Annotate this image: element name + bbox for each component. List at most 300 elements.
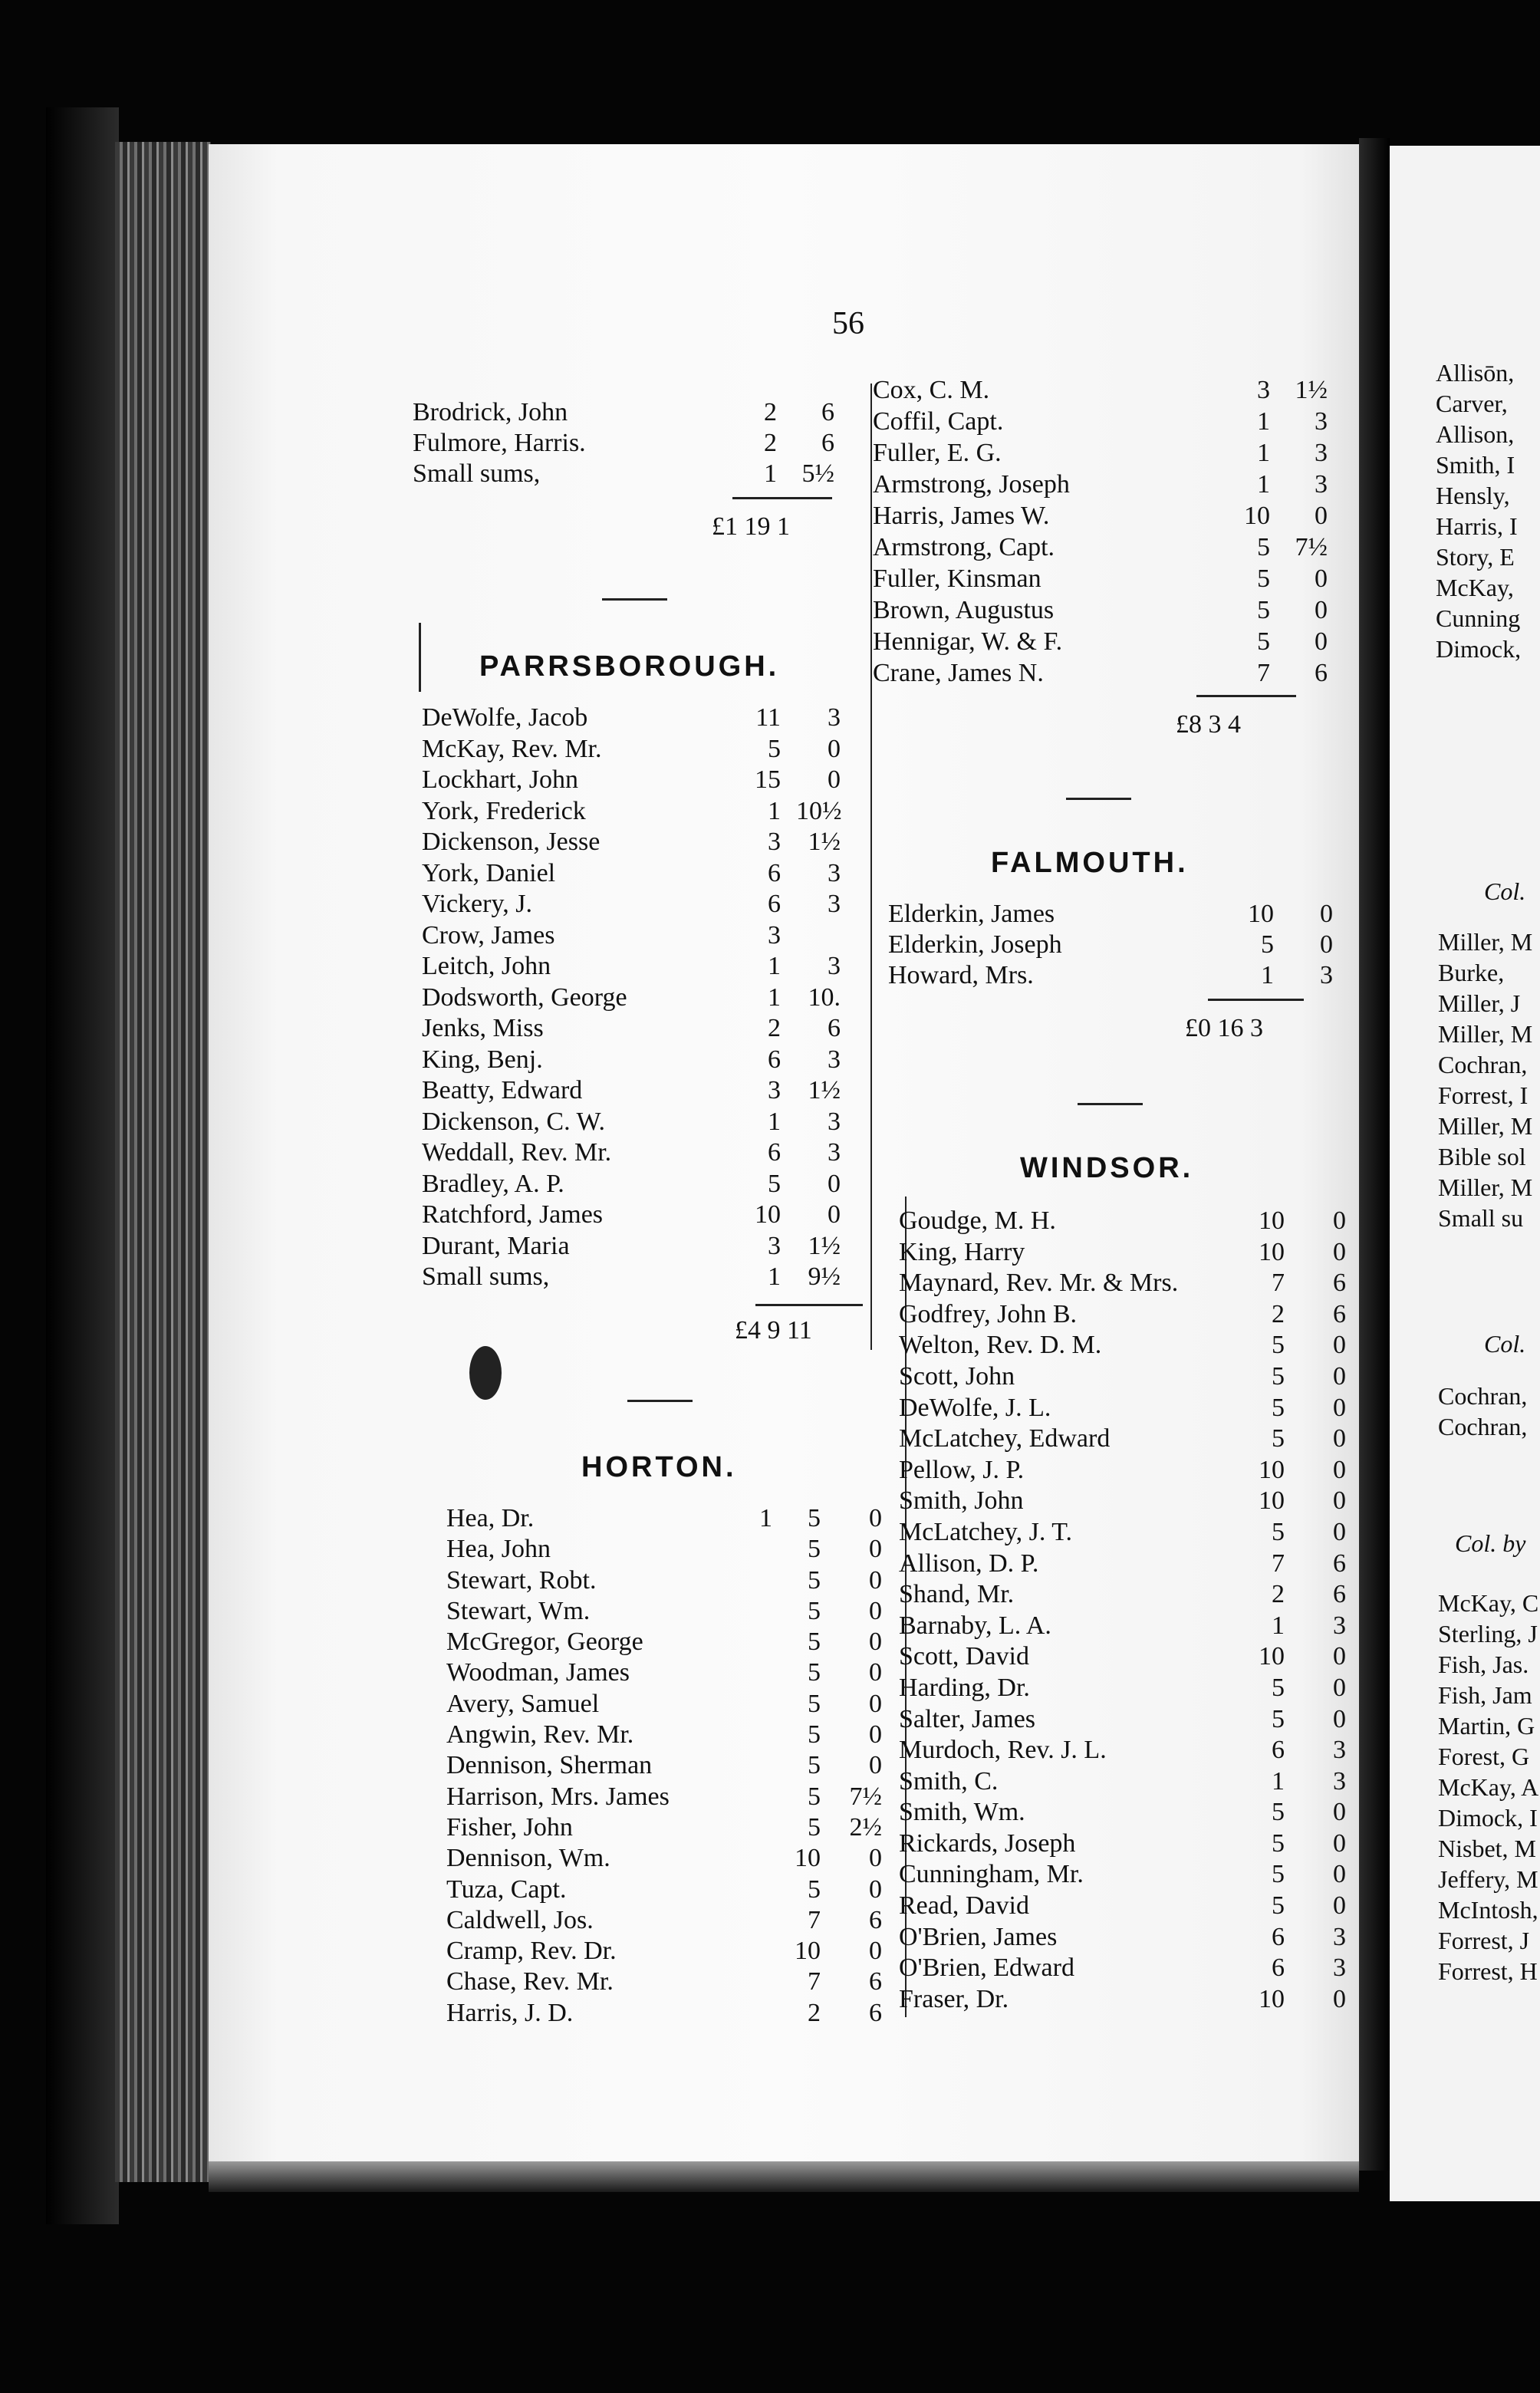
shillings-amount: 5 <box>1272 1798 1285 1827</box>
ledger-row <box>422 951 874 983</box>
pence-amount: 0 <box>869 1658 882 1687</box>
book-shadow <box>46 107 119 2224</box>
donor-name: Scott, David <box>899 1642 1029 1671</box>
facing-page-entry: Cunning <box>1436 604 1521 632</box>
ledger-row <box>873 563 1328 594</box>
section-title-parrsborough: PARRSBOROUGH. <box>479 650 780 683</box>
donor-name: Goudge, M. H. <box>899 1206 1056 1235</box>
donor-name: Beatty, Edward <box>422 1076 583 1104</box>
shillings-amount: 5 <box>808 1812 821 1842</box>
donor-name: Caldwell, Jos. <box>446 1905 594 1934</box>
page-gutter <box>1359 138 1390 2171</box>
donor-name: Harrison, Mrs. James <box>446 1782 670 1811</box>
pence-amount: 3 <box>1333 1736 1346 1765</box>
pence-amount: 0 <box>869 1937 882 1966</box>
donor-name: Fulmore, Harris. <box>413 429 586 457</box>
facing-page-entry: Small su <box>1438 1204 1524 1232</box>
donor-name: Dickenson, Jesse <box>422 828 601 856</box>
pence-amount: 3 <box>1315 470 1328 499</box>
ledger-row <box>899 1984 1346 2016</box>
ledger-row <box>899 1486 1346 1517</box>
shillings-amount: 10 <box>795 1844 821 1873</box>
pence-amount: 3 <box>828 1107 841 1136</box>
ledger-row <box>873 626 1328 657</box>
shillings-amount: 5 <box>768 734 781 763</box>
windsor-list <box>899 1206 1346 2015</box>
ledger-row <box>446 1875 891 1905</box>
total-rule <box>732 497 832 499</box>
pence-amount: 3 <box>1333 1954 1346 1983</box>
donor-name: Stewart, Robt. <box>446 1565 597 1595</box>
shillings-amount: 5 <box>1257 533 1270 561</box>
facing-page-entry: Sterling, J <box>1438 1620 1538 1647</box>
ledger-row <box>873 532 1328 563</box>
donor-name: Elderkin, Joseph <box>888 930 1062 959</box>
shillings-amount: 5 <box>1272 1517 1285 1546</box>
pence-amount: 7½ <box>1295 533 1328 561</box>
pence-amount: 3 <box>1333 1922 1346 1951</box>
donor-name: Dennison, Wm. <box>446 1844 610 1873</box>
pence-amount: 0 <box>869 1751 882 1780</box>
donor-name: McKay, Rev. Mr. <box>422 734 602 763</box>
facing-page-entry: Forrest, I <box>1438 1081 1528 1109</box>
donor-name: Hennigar, W. & F. <box>873 627 1063 656</box>
col1-top-total: £1 19 1 <box>712 512 790 541</box>
ledger-row <box>899 1766 1346 1798</box>
page-bottom-edge <box>209 2161 1359 2192</box>
ledger-row <box>899 1393 1346 1424</box>
ledger-row <box>873 437 1328 469</box>
donor-name: Stewart, Wm. <box>446 1596 591 1625</box>
ledger-row <box>899 1579 1346 1611</box>
pence-amount: 0 <box>1333 1984 1346 2013</box>
shillings-amount: 10 <box>1259 1237 1285 1266</box>
shillings-amount: 6 <box>768 1045 781 1074</box>
donor-name: York, Daniel <box>422 858 556 887</box>
donor-name: Small sums, <box>413 459 541 488</box>
facing-page-top-list <box>1436 357 1540 664</box>
pence-amount: 0 <box>1333 1237 1346 1266</box>
pence-amount: 0 <box>1333 1673 1346 1702</box>
donor-name: Brown, Augustus <box>873 596 1055 624</box>
donor-name: Armstrong, Joseph <box>873 470 1070 499</box>
shillings-amount: 5 <box>1272 1704 1285 1733</box>
shillings-amount: 3 <box>768 1231 781 1260</box>
shillings-amount: 10 <box>1259 1455 1285 1484</box>
facing-page-entry: Miller, M <box>1438 1020 1533 1048</box>
donor-name: Crane, James N. <box>873 659 1044 687</box>
donor-name: Smith, John <box>899 1486 1024 1516</box>
ledger-row <box>446 1503 891 1534</box>
ledger-row <box>899 1361 1346 1393</box>
shillings-amount: 7 <box>1272 1549 1285 1578</box>
pounds-amount: 1 <box>759 1504 772 1532</box>
facing-page-entry: Harris, I <box>1436 512 1518 540</box>
shillings-amount: 5 <box>1272 1361 1285 1391</box>
donor-name: McGregor, George <box>446 1628 643 1657</box>
facing-col-label: Col. <box>1484 877 1526 905</box>
donor-name: Brodrick, John <box>413 398 568 426</box>
shillings-amount: 1 <box>768 1107 781 1136</box>
pence-amount: 0 <box>1333 1331 1346 1360</box>
shillings-amount: 5 <box>1272 1891 1285 1921</box>
pence-amount: 10½ <box>796 796 842 825</box>
shillings-amount: 10 <box>1259 1486 1285 1516</box>
section-title-falmouth: FALMOUTH. <box>991 847 1189 879</box>
shillings-amount: 10 <box>1259 1206 1285 1235</box>
pence-amount: 3 <box>1333 1766 1346 1796</box>
donor-name: Shand, Mr. <box>899 1580 1015 1609</box>
shillings-amount: 1 <box>764 459 777 488</box>
ledger-row <box>422 1200 874 1231</box>
facing-page-entry: Bible sol <box>1438 1143 1526 1170</box>
ledger-row <box>873 406 1328 437</box>
donor-name: McLatchey, Edward <box>899 1424 1111 1453</box>
facing-page-entry: Forest, G <box>1438 1743 1530 1770</box>
shillings-amount: 5 <box>808 1782 821 1811</box>
column-divider <box>870 383 872 1350</box>
facing-page-entry: Carver, <box>1436 390 1508 417</box>
pence-amount: 0 <box>1333 1642 1346 1671</box>
donor-name: Murdoch, Rev. J. L. <box>899 1736 1107 1765</box>
shillings-amount: 5 <box>808 1596 821 1625</box>
shillings-amount: 2 <box>764 429 777 457</box>
shillings-amount: 5 <box>808 1720 821 1749</box>
ledger-row <box>446 1843 891 1874</box>
col1-top-list <box>413 397 842 489</box>
pence-amount: 10. <box>808 983 841 1012</box>
ledger-row <box>422 703 874 734</box>
shillings-amount: 3 <box>768 828 781 856</box>
donor-name: Salter, James <box>899 1704 1036 1733</box>
section-divider <box>627 1400 693 1402</box>
pence-amount: 0 <box>1333 1486 1346 1516</box>
ledger-row <box>422 1045 874 1076</box>
ledger-row <box>422 796 874 828</box>
shillings-amount: 11 <box>755 703 781 732</box>
pence-amount: 6 <box>1333 1269 1346 1298</box>
ledger-row <box>422 1013 874 1045</box>
donor-name: Smith, Wm. <box>899 1798 1025 1827</box>
ledger-row <box>413 428 842 459</box>
shillings-amount: 5 <box>808 1565 821 1595</box>
donor-name: Harris, J. D. <box>446 1998 574 2027</box>
shillings-amount: 5 <box>808 1504 821 1532</box>
ledger-row <box>899 1455 1346 1486</box>
donor-name: Chase, Rev. Mr. <box>446 1967 614 1996</box>
shillings-amount: 2 <box>808 1998 821 2027</box>
shillings-amount: 5 <box>1272 1331 1285 1360</box>
shillings-amount: 5 <box>1272 1860 1285 1889</box>
section-title-windsor: WINDSOR. <box>1020 1152 1194 1184</box>
pence-amount: 0 <box>828 1169 841 1198</box>
facing-page-lower-list <box>1438 1381 1540 1442</box>
donor-name: Fisher, John <box>446 1812 573 1842</box>
shillings-amount: 5 <box>1272 1673 1285 1702</box>
pence-amount: 0 <box>1320 930 1333 959</box>
donor-name: McLatchey, J. T. <box>899 1517 1072 1546</box>
donor-name: Rickards, Joseph <box>899 1828 1076 1858</box>
pence-amount: 0 <box>1333 1860 1346 1889</box>
pence-amount: 6 <box>1333 1299 1346 1328</box>
pence-amount: 6 <box>1333 1549 1346 1578</box>
pence-amount: 0 <box>828 1200 841 1229</box>
pence-amount: 3 <box>828 952 841 980</box>
donor-name: Dennison, Sherman <box>446 1751 653 1780</box>
pence-amount: 0 <box>1333 1704 1346 1733</box>
pence-amount: 0 <box>869 1504 882 1532</box>
ledger-row <box>446 1905 891 1936</box>
donor-name: Weddall, Rev. Mr. <box>422 1138 612 1167</box>
pence-amount: 1½ <box>808 1231 841 1260</box>
shillings-amount: 2 <box>764 398 777 426</box>
shillings-amount: 1 <box>768 796 781 825</box>
ledger-row <box>446 1998 891 2029</box>
ledger-row <box>446 1627 891 1657</box>
ledger-row <box>446 1657 891 1688</box>
facing-page-entry: Cochran, <box>1438 1382 1528 1410</box>
ledger-row <box>899 1237 1346 1269</box>
pence-amount: 3 <box>1315 407 1328 436</box>
parrsborough-list <box>422 703 874 1293</box>
pence-amount: 0 <box>1320 900 1333 928</box>
facing-page-entry: McIntosh, <box>1438 1896 1538 1924</box>
donor-name: Jenks, Miss <box>422 1014 544 1042</box>
shillings-amount: 5 <box>808 1658 821 1687</box>
shillings-amount: 5 <box>1272 1828 1285 1858</box>
ledger-row <box>422 983 874 1014</box>
ledger-row <box>422 889 874 920</box>
ledger-row <box>422 1231 874 1262</box>
pence-amount: 0 <box>869 1844 882 1873</box>
ledger-row <box>899 1424 1346 1455</box>
shillings-amount: 10 <box>755 1200 781 1229</box>
pence-amount: 0 <box>869 1535 882 1564</box>
donor-name: York, Frederick <box>422 796 586 825</box>
ledger-row <box>873 500 1328 532</box>
pence-amount: 6 <box>869 1967 882 1996</box>
donor-name: Bradley, A. P. <box>422 1169 564 1198</box>
donor-name: Small sums, <box>422 1262 550 1291</box>
donor-name: Hea, Dr. <box>446 1504 535 1532</box>
ledger-row <box>899 1704 1346 1736</box>
ledger-row <box>422 734 874 765</box>
ledger-row <box>422 1075 874 1107</box>
parrsborough-total: £4 9 11 <box>735 1316 812 1345</box>
pence-amount: 5½ <box>801 459 834 488</box>
donor-name: Ratchford, James <box>422 1200 604 1229</box>
donor-name: Dodsworth, George <box>422 983 627 1012</box>
shillings-amount: 5 <box>1257 627 1270 656</box>
facing-page-entry: Martin, G <box>1438 1712 1535 1740</box>
ledger-row <box>446 1967 891 1997</box>
donor-name: Fuller, E. G. <box>873 439 1002 467</box>
donor-name: Hea, John <box>446 1535 551 1564</box>
donor-name: Avery, Samuel <box>446 1689 600 1718</box>
col2-top-total: £8 3 4 <box>1176 710 1241 739</box>
donor-name: Leitch, John <box>422 952 551 980</box>
donor-name: Coffil, Capt. <box>873 407 1004 436</box>
donor-name: Godfrey, John B. <box>899 1299 1077 1328</box>
pence-amount: 0 <box>1333 1517 1346 1546</box>
shillings-amount: 1 <box>768 952 781 980</box>
ledger-row <box>446 1534 891 1565</box>
facing-page-entry: Miller, J <box>1438 989 1521 1017</box>
donor-name: Scott, John <box>899 1361 1015 1391</box>
donor-name: Pellow, J. P. <box>899 1455 1025 1484</box>
shillings-amount: 6 <box>1272 1954 1285 1983</box>
pence-amount: 0 <box>1315 502 1328 530</box>
donor-name: Allison, D. P. <box>899 1549 1039 1578</box>
donor-name: DeWolfe, Jacob <box>422 703 588 732</box>
shillings-amount: 10 <box>1244 502 1270 530</box>
ledger-row <box>422 1137 874 1169</box>
pence-amount: 0 <box>869 1596 882 1625</box>
shillings-amount: 2 <box>1272 1299 1285 1328</box>
pence-amount: 0 <box>1333 1424 1346 1453</box>
shillings-amount: 5 <box>808 1875 821 1904</box>
section-title-horton: HORTON. <box>581 1451 737 1483</box>
ledger-row <box>873 657 1328 689</box>
shillings-amount: 6 <box>768 858 781 887</box>
falmouth-total: £0 16 3 <box>1185 1014 1263 1042</box>
pence-amount: 0 <box>1333 1393 1346 1422</box>
facing-page-entry: Nisbet, M <box>1438 1835 1536 1862</box>
donor-name: Durant, Maria <box>422 1231 570 1260</box>
shillings-amount: 10 <box>1259 1984 1285 2013</box>
facing-page-entry: Cochran, <box>1438 1413 1528 1440</box>
facing-page-entry: Fish, Jam <box>1438 1681 1532 1709</box>
shillings-amount: 5 <box>1257 565 1270 593</box>
shillings-amount: 10 <box>795 1937 821 1966</box>
pence-amount: 1½ <box>808 1076 841 1104</box>
ledger-row <box>422 765 874 796</box>
ledger-row <box>899 1330 1346 1361</box>
ink-blot <box>469 1346 502 1400</box>
donor-name: Cunningham, Mr. <box>899 1860 1084 1889</box>
donor-name: Harding, Dr. <box>899 1673 1030 1702</box>
pence-amount: 1½ <box>808 828 841 856</box>
pence-amount: 0 <box>869 1565 882 1595</box>
ledger-row <box>899 1549 1346 1580</box>
facing-page-entry: Dimock, <box>1436 635 1522 663</box>
ledger-row <box>899 1206 1346 1237</box>
ledger-row <box>873 469 1328 500</box>
ledger-row <box>446 1750 891 1781</box>
col2-top-list <box>873 374 1328 689</box>
shillings-amount: 1 <box>1257 470 1270 499</box>
pence-amount: 1½ <box>1295 376 1328 404</box>
total-rule <box>1208 999 1304 1001</box>
ledger-row <box>446 1782 891 1812</box>
donor-name: Maynard, Rev. Mr. & Mrs. <box>899 1269 1179 1298</box>
shillings-amount: 1 <box>1272 1766 1285 1796</box>
facing-page-entry: Miller, M <box>1438 1112 1533 1140</box>
ledger-row <box>899 1859 1346 1891</box>
ledger-row <box>899 1797 1346 1828</box>
pence-amount: 3 <box>1315 439 1328 467</box>
donor-name: Angwin, Rev. Mr. <box>446 1720 634 1749</box>
donor-name: Tuza, Capt. <box>446 1875 567 1904</box>
donor-name: DeWolfe, J. L. <box>899 1393 1051 1422</box>
pence-amount: 0 <box>869 1875 882 1904</box>
facing-page-entry: McKay, C <box>1438 1589 1539 1617</box>
pence-amount: 9½ <box>808 1262 841 1291</box>
shillings-amount: 1 <box>1257 439 1270 467</box>
donor-name: Welton, Rev. D. M. <box>899 1331 1102 1360</box>
donor-name: Fuller, Kinsman <box>873 565 1041 593</box>
facing-col-label: Col. <box>1484 1330 1526 1358</box>
donor-name: Vickery, J. <box>422 890 532 918</box>
total-rule <box>755 1304 863 1306</box>
pence-amount: 7½ <box>849 1782 882 1811</box>
pence-amount: 3 <box>1320 961 1333 989</box>
pence-amount: 3 <box>828 1138 841 1167</box>
donor-name: Armstrong, Capt. <box>873 533 1055 561</box>
ledger-row <box>899 1891 1346 1922</box>
pence-amount: 6 <box>1333 1580 1346 1609</box>
facing-page-entry: Forrest, H <box>1438 1957 1538 1985</box>
pence-amount: 0 <box>869 1689 882 1718</box>
pence-amount: 0 <box>1333 1798 1346 1827</box>
pence-amount: 6 <box>869 1998 882 2027</box>
book-spine <box>115 142 211 2182</box>
ledger-row <box>413 397 842 428</box>
shillings-amount: 5 <box>1272 1424 1285 1453</box>
shillings-amount: 10 <box>1259 1642 1285 1671</box>
ledger-row <box>446 1689 891 1720</box>
facing-page-entry: Hensly, <box>1436 482 1510 509</box>
shillings-amount: 6 <box>768 1138 781 1167</box>
donor-name: Crow, James <box>422 920 555 950</box>
section-divider <box>602 598 667 601</box>
shillings-amount: 2 <box>1272 1580 1285 1609</box>
falmouth-list <box>888 899 1333 991</box>
shillings-amount: 2 <box>768 1014 781 1042</box>
ledger-row <box>422 920 874 952</box>
shillings-amount: 3 <box>1257 376 1270 404</box>
ledger-row <box>873 374 1328 406</box>
donor-name: Barnaby, L. A. <box>899 1611 1051 1640</box>
facing-page-entry: Smith, I <box>1436 451 1515 479</box>
shillings-amount: 1 <box>768 1262 781 1291</box>
pence-amount: 2½ <box>849 1812 882 1842</box>
ledger-row <box>888 960 1333 991</box>
facing-page-entry: Miller, M <box>1438 928 1533 956</box>
margin-mark <box>419 623 421 692</box>
facing-page-entry: Burke, <box>1438 959 1505 986</box>
shillings-amount: 7 <box>808 1905 821 1934</box>
shillings-amount: 5 <box>1257 596 1270 624</box>
donor-name: Cox, C. M. <box>873 376 990 404</box>
donor-name: Woodman, James <box>446 1658 630 1687</box>
donor-name: King, Benj. <box>422 1045 543 1074</box>
ledger-row <box>899 1641 1346 1673</box>
ledger-row <box>899 1268 1346 1299</box>
donor-name: Lockhart, John <box>422 765 578 794</box>
facing-page-entry: Forrest, J <box>1438 1927 1530 1954</box>
ledger-row <box>873 594 1328 626</box>
ledger-row <box>446 1720 891 1750</box>
ledger-row <box>899 1299 1346 1331</box>
total-rule <box>1196 695 1296 697</box>
ledger-row <box>446 1936 891 1967</box>
donor-name: Elderkin, James <box>888 900 1055 928</box>
horton-list <box>446 1503 891 2029</box>
ledger-row <box>446 1812 891 1843</box>
facing-page-entry: McKay, A <box>1438 1773 1539 1801</box>
page-number: 56 <box>832 306 864 341</box>
